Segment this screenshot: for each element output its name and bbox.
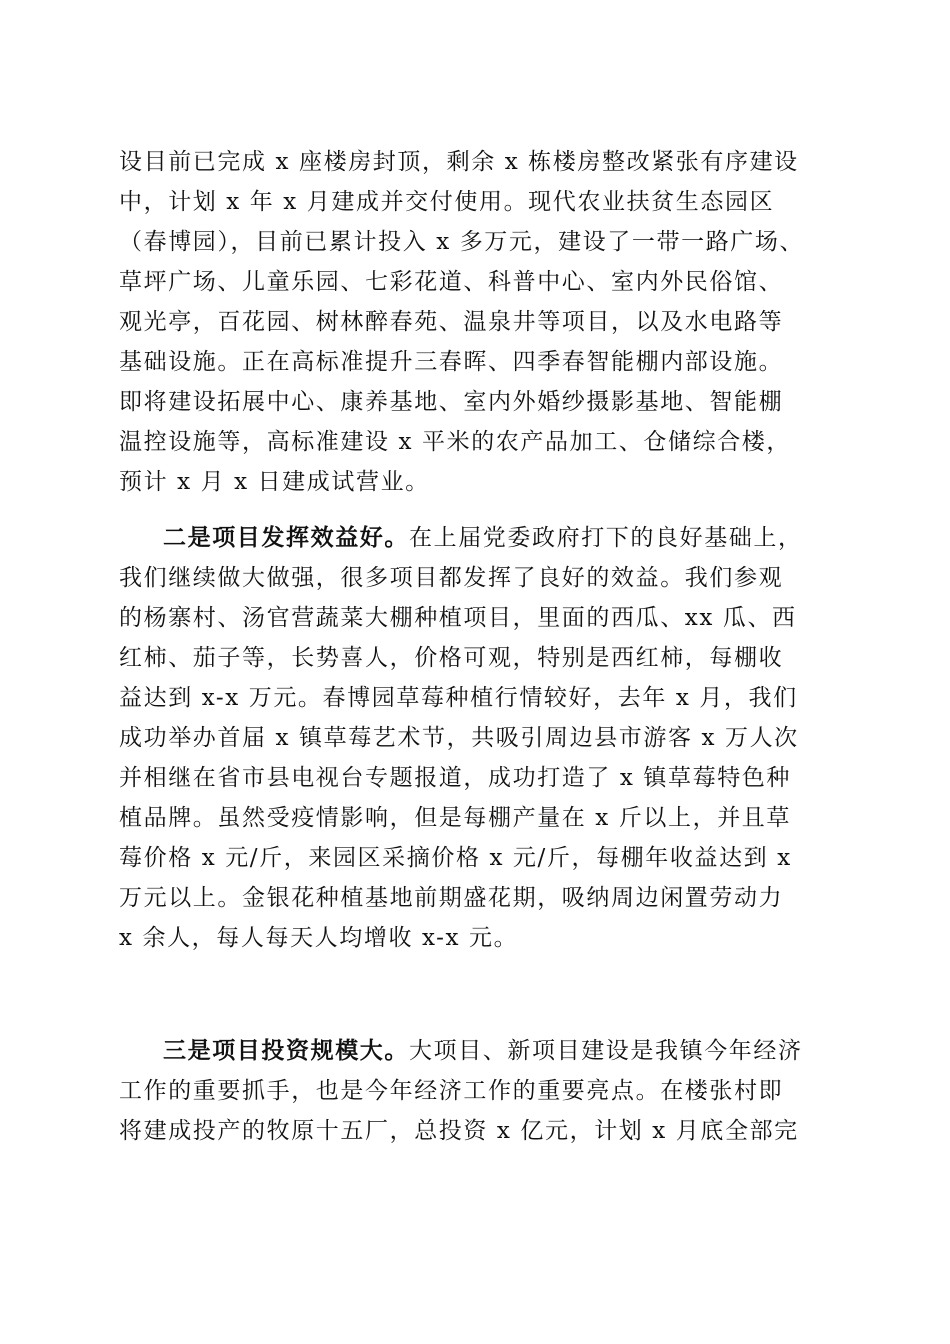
text-line: 红柿、茄子等，长势喜人，价格可观，特别是西红柿，每棚收 — [119, 645, 784, 671]
paragraph-lead-text: 在上届党委政府打下的良好基础上， — [409, 525, 803, 551]
text-line: 成功举办首届 x 镇草莓艺术节，共吸引周边县市游客 x 万人次 — [119, 725, 799, 751]
text-line: 观光亭，百花园、树林醉春苑、温泉井等项目，以及水电路等 — [119, 309, 784, 335]
paragraph-2 — [119, 518, 839, 958]
text-line: x 余人，每人每天人均增收 x-x 元。 — [119, 925, 519, 951]
paragraph-first-line — [119, 518, 839, 558]
text-line: （春博园），目前已累计投入 x 多万元，建设了一带一路广场、 — [119, 229, 805, 255]
text-line: 的杨寨村、汤官营蔬菜大棚种植项目，里面的西瓜、xx 瓜、西 — [119, 605, 797, 631]
text-line: 并相继在省市县电视台专题报道，成功打造了 x 镇草莓特色种 — [119, 765, 791, 791]
text-line: 植品牌。虽然受疫情影响，但是每棚产量在 x 斤以上，并且草 — [119, 805, 791, 831]
text-line: 预计 x 月 x 日建成试营业。 — [119, 469, 430, 495]
text-line: 益达到 x-x 万元。春博园草莓种植行情较好，去年 x 月，我们 — [119, 685, 798, 711]
text-line: 草坪广场、儿童乐园、七彩花道、科普中心、室内外民俗馆、 — [119, 269, 784, 295]
paragraph-first-line — [119, 1031, 839, 1071]
text-line: 莓价格 x 元/斤，来园区采摘价格 x 元/斤，每棚年收益达到 x — [119, 845, 792, 871]
paragraph-1 — [119, 142, 839, 502]
text-line: 工作的重要抓手，也是今年经济工作的重要亮点。在楼张村即 — [119, 1078, 784, 1104]
paragraph-3 — [119, 1031, 839, 1151]
text-line: 我们继续做大做强，很多项目都发挥了良好的效益。我们参观 — [119, 565, 784, 591]
text-line: 基础设施。正在高标准提升三春晖、四季春智能棚内部设施。 — [119, 349, 784, 375]
paragraph-lead-text: 大项目、新项目建设是我镇今年经济 — [409, 1038, 803, 1064]
text-line: 设目前已完成 x 座楼房封顶，剩余 x 栋楼房整改紧张有序建设 — [119, 149, 799, 175]
text-line: 温控设施等，高标准建设 x 平米的农产品加工、仓储综合楼， — [119, 429, 791, 455]
text-line: 万元以上。金银花种植基地前期盛花期，吸纳周边闲置劳动力 — [119, 885, 784, 911]
text-line: 将建成投产的牧原十五厂，总投资 x 亿元，计划 x 月底全部完 — [119, 1118, 799, 1144]
paragraph-lead-heading: 二是项目发挥效益好。 — [163, 524, 409, 551]
paragraph-lead-heading: 三是项目投资规模大。 — [163, 1037, 409, 1064]
text-line: 即将建设拓展中心、康养基地、室内外婚纱摄影基地、智能棚 — [119, 389, 784, 415]
text-line: 中，计划 x 年 x 月建成并交付使用。现代农业扶贫生态园区 — [119, 189, 775, 215]
